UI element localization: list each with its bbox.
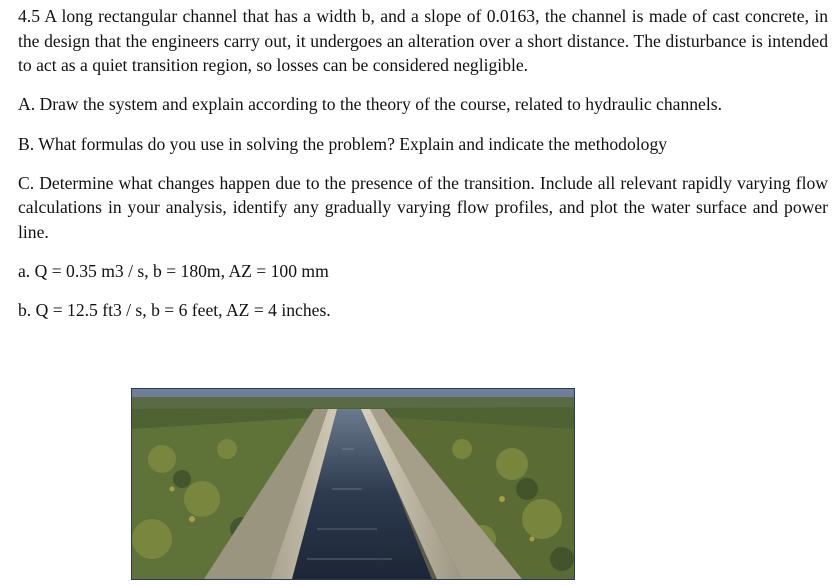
problem-intro: 4.5 A long rectangular channel that has a width b, and a slope of 0.0163, the channel is made of cast concrete, in the design that the engineers carry out, it undergoes an alteration over a short distance. The disturbance is intended to act as a quiet transition region, so losses can be considered negligible. [18,6,828,76]
case-b: b. Q = 12.5 ft3 / s, b = 6 feet, AZ = 4 inches. [18,300,331,321]
channel-photo [131,388,575,580]
problem-text [18,4,828,323]
question-b: B. What formulas do you use in solving the problem? Explain and indicate the methodology [18,133,668,154]
case-a: a. Q = 0.35 m3 / s, b = 180m, AZ = 100 mm [18,261,329,282]
question-c: C. Determine what changes happen due to the presence of the transition. Include all relevant rapidly varying flow calculations in your analysis, identify any gradually varying flow profiles, and plot the water surface and power line. [18,172,828,242]
question-a: A. Draw the system and explain according to the theory of the course, related to hydraulic channels. [18,94,722,115]
